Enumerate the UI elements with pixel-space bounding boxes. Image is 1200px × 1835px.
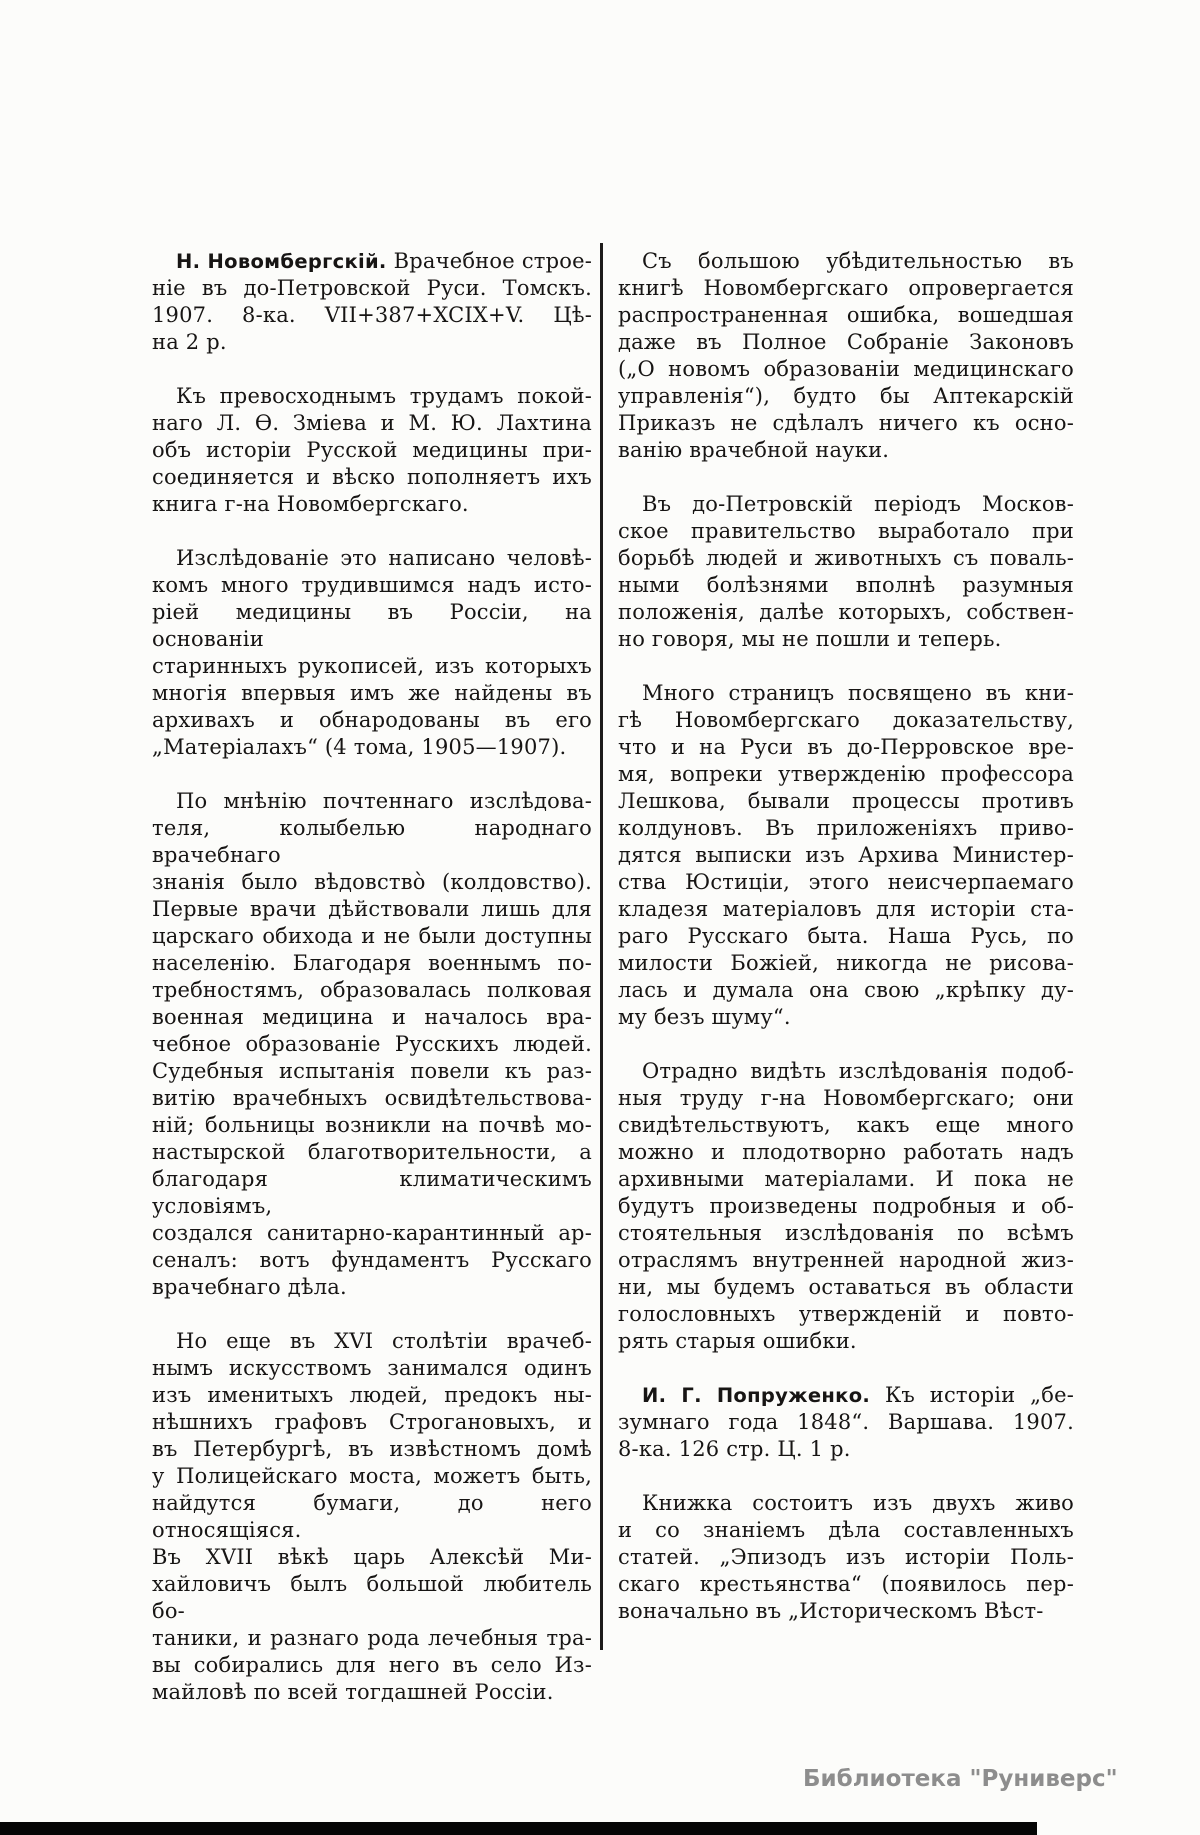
review-paragraph — [152, 1328, 592, 1706]
left-column — [152, 248, 592, 1706]
text-line: настырской благотворительности, а — [152, 1140, 592, 1164]
review-paragraph — [618, 1058, 1074, 1355]
review-paragraph — [152, 383, 592, 518]
text-line: ства Юстиціи, этого неисчерпаемаго — [618, 870, 1074, 894]
text-line: ніе въ до-Петровской Руси. Томскъ. — [152, 276, 592, 300]
text-line: рять старыя ошибки. — [618, 1329, 857, 1353]
review-paragraph — [618, 491, 1074, 653]
text-line: комъ много трудившимся надъ исто- — [152, 573, 592, 597]
text-line: свидѣтельствуютъ, какъ еще много — [618, 1113, 1074, 1137]
text-line: благодаря климатическимъ условіямъ, — [152, 1167, 592, 1218]
text-line: Въ XVII вѣкѣ царь Алексѣй Ми- — [152, 1545, 592, 1569]
text-line: архивными матеріалами. И пока не — [618, 1167, 1074, 1191]
text-line: раго Русскаго быта. Наша Русь, по — [618, 924, 1074, 948]
text-line: въ Петербургѣ, въ извѣстномъ домѣ — [152, 1437, 592, 1461]
text-line: „Матеріалахъ“ (4 тома, 1905—1907). — [152, 735, 567, 759]
text-line: ванію врачебной науки. — [618, 438, 890, 462]
text-line: Книжка состоитъ изъ двухъ живо — [642, 1491, 1074, 1515]
text-line: архивахъ и обнародованы въ его — [152, 708, 592, 732]
text-line: найдутся бумаги, до него относящіяся. — [152, 1491, 592, 1542]
text-line: колдуновъ. Въ приложеніяхъ приво- — [618, 816, 1074, 840]
text-line: 8-ка. 126 стр. Ц. 1 р. — [618, 1437, 851, 1461]
text-line: на 2 р. — [152, 330, 227, 354]
text-line: ріей медицины въ Россіи, на основаніи — [152, 600, 592, 651]
text-line: зумнаго года 1848“. Варшава. 1907. — [618, 1410, 1074, 1434]
text-line: му безъ шуму“. — [618, 1005, 791, 1029]
text-line: даже въ Полное Собраніе Законовъ — [618, 330, 1074, 354]
text-line: изъ именитыхъ людей, предокъ ны- — [152, 1383, 592, 1407]
text-line: ными болѣзнями вполнѣ разумныя — [618, 573, 1074, 597]
text-line: знанія было вѣдовство̀ (колдовство). — [152, 870, 592, 894]
text-line: милости Божіей, никогда не рисова- — [618, 951, 1074, 975]
text-line: таники, и разнаго рода лечебныя тра- — [152, 1626, 592, 1650]
book-entry-paragraph — [152, 248, 592, 356]
text-line: хайловичъ былъ большой любитель бо- — [152, 1572, 592, 1623]
text-line: Судебныя испытанія повели къ раз- — [152, 1059, 592, 1083]
text-line: И. Г. Попруженко. Къ исторіи „бе- — [642, 1383, 1074, 1407]
review-paragraph — [618, 680, 1074, 1031]
text-line: но говоря, мы не пошли и теперь. — [618, 627, 1002, 651]
text-line: чебное образованіе Русскихъ людей. — [152, 1032, 592, 1056]
review-paragraph — [618, 248, 1074, 464]
text-line: отраслямъ внутренней народной жиз- — [618, 1248, 1074, 1272]
text-line: голословныхъ утвержденій и повто- — [618, 1302, 1074, 1326]
text-line: лась и думала она свою „крѣпку ду- — [618, 978, 1074, 1002]
text-line: Много страницъ посвящено въ кни- — [642, 681, 1074, 705]
text-line: Приказъ не сдѣлалъ ничего къ осно- — [618, 411, 1074, 435]
review-paragraph — [152, 788, 592, 1301]
text-line: будутъ произведены подробныя и об- — [618, 1194, 1074, 1218]
text-line: Отрадно видѣть изслѣдованія подоб- — [642, 1059, 1074, 1083]
text-line: ній; больницы возникли на почвѣ мо- — [152, 1113, 592, 1137]
text-line: Съ большою убѣдительностью въ — [642, 249, 1074, 273]
text-line: борьбѣ людей и животныхъ съ поваль- — [618, 546, 1074, 570]
text-line: статей. „Эпизодъ изъ исторіи Поль- — [618, 1545, 1074, 1569]
text-line: теля, колыбелью народнаго врачебнаго — [152, 816, 592, 867]
text-line: Къ превосходнымъ трудамъ покой- — [176, 384, 592, 408]
book-author-lead: Н. Новомбергскій. — [176, 250, 387, 273]
text-line: распространенная ошибка, вошедшая — [618, 303, 1074, 327]
review-paragraph — [618, 1490, 1074, 1625]
text-line: вы собирались для него въ село Из- — [152, 1653, 592, 1677]
text-line: Лешкова, бывали процессы противъ — [618, 789, 1074, 813]
text-line: нымъ искусствомъ занимался одинъ — [152, 1356, 592, 1380]
text-line: у Полицейскаго моста, можетъ быть, — [152, 1464, 592, 1488]
text-line: витію врачебныхъ освидѣтельствова- — [152, 1086, 592, 1110]
text-line: Въ до-Петровскій періодъ Москов- — [642, 492, 1074, 516]
text-line: стоятельныя изслѣдованія по всѣмъ — [618, 1221, 1074, 1245]
text-line: населенію. Благодаря военнымъ по- — [152, 951, 592, 975]
text-line: книгѣ Новомбергскаго опровергается — [618, 276, 1074, 300]
text-line: требностямъ, образовалась полковая — [152, 978, 592, 1002]
text-line: можно и плодотворно работать надъ — [618, 1140, 1074, 1164]
text-line: положенія, далѣе которыхъ, собствен- — [618, 600, 1074, 624]
text-line: что и на Руси въ до-Перровское вре- — [618, 735, 1074, 759]
text-line: сеналъ: вотъ фундаментъ Русскаго — [152, 1248, 592, 1272]
text-line: скаго крестьянства“ (появилось пер- — [618, 1572, 1074, 1596]
text-line: объ исторіи Русской медицины при- — [152, 438, 592, 462]
text-line: воначально въ „Историческомъ Вѣст- — [618, 1599, 1044, 1623]
text-line: („О новомъ образованіи медицинскаго — [618, 357, 1074, 381]
runivers-watermark: Библиотека "Руниверс" — [803, 1766, 1118, 1792]
text-line: Изслѣдованіе это написано человѣ- — [176, 546, 592, 570]
text-line: гѣ Новомбергскаго доказательству, — [618, 708, 1074, 732]
text-line: врачебнаго дѣла. — [152, 1275, 347, 1299]
text-line: нѣшнихъ графовъ Строгановыхъ, и — [152, 1410, 592, 1434]
text-line: военная медицина и началось вра- — [152, 1005, 592, 1029]
book-entry-paragraph — [618, 1382, 1074, 1463]
text-line: создался санитарно-карантинный ар- — [152, 1221, 592, 1245]
right-column — [618, 248, 1074, 1625]
text-line: многія впервыя имъ же найдены въ — [152, 681, 592, 705]
text-line: мя, вопреки утвержденію профессора — [618, 762, 1074, 786]
text-line: По мнѣнію почтеннаго изслѣдова- — [176, 789, 592, 813]
text-line: ни, мы будемъ оставаться въ области — [618, 1275, 1074, 1299]
book-author-lead: И. Г. Попруженко. — [642, 1384, 871, 1407]
text-line: наго Л. Ѳ. Зміева и М. Ю. Лахтина — [152, 411, 592, 435]
text-line: и со знаніемъ дѣла составленныхъ — [618, 1518, 1074, 1542]
text-line: кладезя матеріаловъ для исторіи ста- — [618, 897, 1074, 921]
text-line: Но еще въ XVI столѣтіи врачеб- — [176, 1329, 592, 1353]
text-line: ныя труду г-на Новомбергскаго; они — [618, 1086, 1074, 1110]
column-divider-rule — [600, 243, 603, 1650]
review-paragraph — [152, 545, 592, 761]
text-line: управленія“), будто бы Аптекарскій — [618, 384, 1074, 408]
text-line: Первые врачи дѣйствовали лишь для — [152, 897, 592, 921]
text-line: соединяется и вѣско пополняетъ ихъ — [152, 465, 592, 489]
text-line: Н. Новомбергскій. Врачебное строе- — [176, 249, 593, 273]
text-line: царскаго обихода и не были доступны — [152, 924, 592, 948]
text-line: ское правительство выработало при — [618, 519, 1074, 543]
scan-edge-bar — [0, 1822, 1037, 1835]
text-line: книга г-на Новомбергскаго. — [152, 492, 469, 516]
text-line: майловѣ по всей тогдашней Россіи. — [152, 1680, 554, 1704]
text-line: 1907. 8-ка. VII+387+XCIX+V. Цѣ- — [152, 303, 592, 327]
text-line: дятся выписки изъ Архива Министер- — [618, 843, 1074, 867]
text-line: старинныхъ рукописей, изъ которыхъ — [152, 654, 592, 678]
